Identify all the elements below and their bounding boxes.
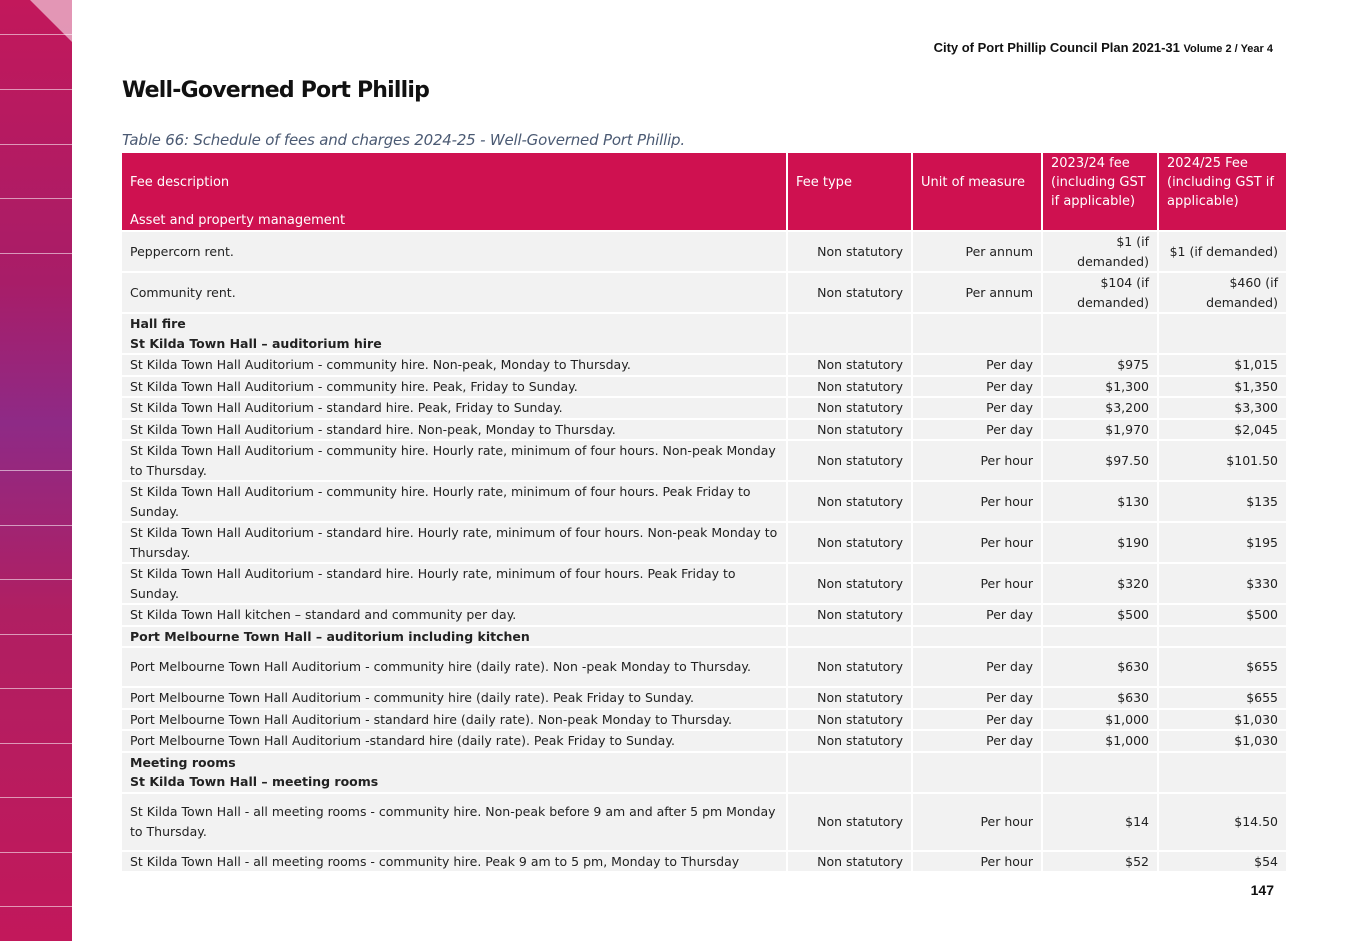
fee-2023-cell: $1,970 <box>1042 419 1158 441</box>
table-row <box>122 440 1286 481</box>
fee-description-cell: Port Melbourne Town Hall Auditorium - community hire (daily rate). Peak Friday to Sunday. <box>122 687 787 709</box>
fee-2023-cell: $320 <box>1042 563 1158 604</box>
fee-description-cell: Port Melbourne Town Hall Auditorium -standard hire (daily rate). Peak Friday to Sunday. <box>122 730 787 752</box>
column-header-unit: Unit of measure <box>912 153 1042 211</box>
unit-of-measure-cell: Per day <box>912 604 1042 626</box>
section-heading-row <box>122 752 1286 793</box>
unit-of-measure-cell: Per hour <box>912 522 1042 563</box>
fee-type-cell: Non statutory <box>787 419 912 441</box>
fee-2023-cell: $52 <box>1042 851 1158 873</box>
column-header-fee-2023: 2023/24 fee (including GST if applicable) <box>1042 153 1158 211</box>
fee-2024-cell: $655 <box>1158 687 1286 709</box>
fee-description-cell: St Kilda Town Hall kitchen – standard and community per day. <box>122 604 787 626</box>
table-row <box>122 687 1286 709</box>
page-title: Well-Governed Port Phillip <box>122 78 430 103</box>
fee-2024-cell: $54 <box>1158 851 1286 873</box>
empty-cell <box>787 752 912 793</box>
group-label: Asset and property management <box>122 211 787 231</box>
fee-type-cell: Non statutory <box>787 397 912 419</box>
document-title: City of Port Phillip Council Plan 2021-31 <box>933 40 1180 55</box>
page-number: 147 <box>1250 882 1274 898</box>
unit-of-measure-cell: Per day <box>912 730 1042 752</box>
fee-2023-cell: $975 <box>1042 354 1158 376</box>
fee-2023-cell: $630 <box>1042 647 1158 687</box>
fee-description-cell: Community rent. <box>122 272 787 313</box>
fee-2023-cell: $14 <box>1042 793 1158 851</box>
table-row <box>122 522 1286 563</box>
fee-2024-cell: $1,030 <box>1158 730 1286 752</box>
table-row <box>122 851 1286 873</box>
empty-cell <box>1042 626 1158 648</box>
section-heading-cell <box>122 626 787 648</box>
section-subheading: Port Melbourne Town Hall – auditorium including kitchen <box>130 628 530 644</box>
unit-of-measure-cell: Per hour <box>912 481 1042 522</box>
group-row <box>122 211 1286 231</box>
unit-of-measure-cell: Per annum <box>912 272 1042 313</box>
fee-description-cell: St Kilda Town Hall Auditorium - community hire. Hourly rate, minimum of four hours. Peak Friday to Sunday. <box>122 481 787 522</box>
table-row <box>122 397 1286 419</box>
fee-description-cell: St Kilda Town Hall Auditorium - standard hire. Hourly rate, minimum of four hours. Non-peak Monday to Thursday. <box>122 522 787 563</box>
fee-2023-cell: $190 <box>1042 522 1158 563</box>
unit-of-measure-cell: Per hour <box>912 793 1042 851</box>
fee-2024-cell: $14.50 <box>1158 793 1286 851</box>
volume-label: Volume 2 / Year 4 <box>1183 43 1273 55</box>
fee-2024-cell: $1,030 <box>1158 709 1286 731</box>
fee-2024-cell: $2,045 <box>1158 419 1286 441</box>
fee-type-cell: Non statutory <box>787 730 912 752</box>
fee-type-cell: Non statutory <box>787 354 912 376</box>
unit-of-measure-cell: Per hour <box>912 563 1042 604</box>
table-row <box>122 647 1286 687</box>
fee-type-cell: Non statutory <box>787 481 912 522</box>
table-header-row <box>122 153 1286 211</box>
fees-table <box>122 153 1286 873</box>
fee-2023-cell: $1,000 <box>1042 730 1158 752</box>
unit-of-measure-cell: Per day <box>912 397 1042 419</box>
fee-2023-cell: $630 <box>1042 687 1158 709</box>
fee-2024-cell: $330 <box>1158 563 1286 604</box>
table-row <box>122 272 1286 313</box>
empty-cell <box>912 313 1042 354</box>
fee-type-cell: Non statutory <box>787 604 912 626</box>
fee-2023-cell: $1,000 <box>1042 709 1158 731</box>
band-divider <box>0 743 72 744</box>
table-row <box>122 419 1286 441</box>
table-caption: Table 66: Schedule of fees and charges 2024-25 - Well-Governed Port Phillip. <box>122 131 685 149</box>
fee-description-cell: St Kilda Town Hall Auditorium - community hire. Peak, Friday to Sunday. <box>122 376 787 398</box>
table-row <box>122 376 1286 398</box>
empty-cell <box>1158 313 1286 354</box>
decorative-side-band <box>0 0 72 941</box>
band-divider <box>0 906 72 907</box>
fee-description-cell: St Kilda Town Hall - all meeting rooms - community hire. Non-peak before 9 am and after 5 pm Monday to Thursday. <box>122 793 787 851</box>
band-divider <box>0 144 72 145</box>
fee-type-cell: Non statutory <box>787 709 912 731</box>
fee-description-cell: St Kilda Town Hall Auditorium - community hire. Hourly rate, minimum of four hours. Non-peak Monday to Thursday. <box>122 440 787 481</box>
band-divider <box>0 34 72 35</box>
band-divider <box>0 634 72 635</box>
fee-2024-cell: $101.50 <box>1158 440 1286 481</box>
table-row <box>122 563 1286 604</box>
table-row <box>122 709 1286 731</box>
fee-description-cell: St Kilda Town Hall - all meeting rooms - community hire. Peak 9 am to 5 pm, Monday to Thursday <box>122 851 787 873</box>
band-divider <box>0 198 72 199</box>
fee-2024-cell: $460 (if demanded) <box>1158 272 1286 313</box>
band-divider <box>0 579 72 580</box>
fee-type-cell: Non statutory <box>787 522 912 563</box>
fee-2024-cell: $3,300 <box>1158 397 1286 419</box>
fee-2024-cell: $655 <box>1158 647 1286 687</box>
fee-type-cell: Non statutory <box>787 647 912 687</box>
band-divider <box>0 688 72 689</box>
fee-2024-cell: $195 <box>1158 522 1286 563</box>
section-subheading: St Kilda Town Hall – meeting rooms <box>130 774 379 789</box>
band-divider <box>0 525 72 526</box>
fee-type-cell: Non statutory <box>787 851 912 873</box>
band-divider <box>0 253 72 254</box>
unit-of-measure-cell: Per day <box>912 419 1042 441</box>
unit-of-measure-cell: Per day <box>912 647 1042 687</box>
column-header-description: Fee description <box>122 153 787 211</box>
fee-2023-cell: $500 <box>1042 604 1158 626</box>
fee-2024-cell: $1,015 <box>1158 354 1286 376</box>
empty-cell <box>1042 752 1158 793</box>
section-subheading: St Kilda Town Hall – auditorium hire <box>130 335 382 351</box>
fee-description-cell: Peppercorn rent. <box>122 231 787 272</box>
section-heading-cell <box>122 752 787 793</box>
table-row <box>122 481 1286 522</box>
unit-of-measure-cell: Per day <box>912 687 1042 709</box>
empty-cell <box>787 626 912 648</box>
table-row <box>122 604 1286 626</box>
fee-2024-cell: $135 <box>1158 481 1286 522</box>
fee-type-cell: Non statutory <box>787 231 912 272</box>
fee-2023-cell: $104 (if demanded) <box>1042 272 1158 313</box>
fee-2023-cell: $3,200 <box>1042 397 1158 419</box>
fee-2023-cell: $97.50 <box>1042 440 1158 481</box>
unit-of-measure-cell: Per day <box>912 376 1042 398</box>
fee-2023-cell: $1 (if demanded) <box>1042 231 1158 272</box>
band-divider <box>0 89 72 90</box>
empty-cell <box>787 313 912 354</box>
fee-2024-cell: $1 (if demanded) <box>1158 231 1286 272</box>
fee-type-cell: Non statutory <box>787 563 912 604</box>
empty-cell <box>912 752 1042 793</box>
fee-type-cell: Non statutory <box>787 376 912 398</box>
document-header <box>934 40 1273 55</box>
fee-type-cell: Non statutory <box>787 687 912 709</box>
unit-of-measure-cell: Per hour <box>912 851 1042 873</box>
unit-of-measure-cell: Per day <box>912 709 1042 731</box>
fee-2023-cell: $1,300 <box>1042 376 1158 398</box>
empty-cell <box>1158 626 1286 648</box>
column-header-fee-2024: 2024/25 Fee (including GST if applicable) <box>1158 153 1286 211</box>
fee-type-cell: Non statutory <box>787 272 912 313</box>
section-heading: Hall fire <box>130 316 186 331</box>
unit-of-measure-cell: Per annum <box>912 231 1042 272</box>
band-divider <box>0 797 72 798</box>
table-row <box>122 793 1286 851</box>
table-row <box>122 354 1286 376</box>
fee-description-cell: St Kilda Town Hall Auditorium - standard hire. Non-peak, Monday to Thursday. <box>122 419 787 441</box>
fee-description-cell: Port Melbourne Town Hall Auditorium - community hire (daily rate). Non -peak Monday to Thursday. <box>122 647 787 687</box>
fee-description-cell: St Kilda Town Hall Auditorium - standard hire. Hourly rate, minimum of four hours. Peak Friday to Sunday. <box>122 563 787 604</box>
section-heading-row <box>122 626 1286 648</box>
fee-2024-cell: $1,350 <box>1158 376 1286 398</box>
fee-type-cell: Non statutory <box>787 440 912 481</box>
fee-description-cell: St Kilda Town Hall Auditorium - standard hire. Peak, Friday to Sunday. <box>122 397 787 419</box>
section-heading-row <box>122 313 1286 354</box>
fee-type-cell: Non statutory <box>787 793 912 851</box>
corner-triangle-decoration <box>30 0 72 42</box>
fee-description-cell: St Kilda Town Hall Auditorium - community hire. Non-peak, Monday to Thursday. <box>122 354 787 376</box>
table-row <box>122 231 1286 272</box>
fee-2024-cell: $500 <box>1158 604 1286 626</box>
column-header-fee-type: Fee type <box>787 153 912 211</box>
section-heading-cell <box>122 313 787 354</box>
unit-of-measure-cell: Per day <box>912 354 1042 376</box>
band-divider <box>0 852 72 853</box>
empty-cell <box>1042 313 1158 354</box>
band-divider <box>0 470 72 471</box>
empty-cell <box>912 626 1042 648</box>
fee-2023-cell: $130 <box>1042 481 1158 522</box>
section-heading: Meeting rooms <box>130 754 236 770</box>
empty-cell <box>1158 752 1286 793</box>
fee-description-cell: Port Melbourne Town Hall Auditorium - standard hire (daily rate). Non-peak Monday to Thursday. <box>122 709 787 731</box>
table-row <box>122 730 1286 752</box>
unit-of-measure-cell: Per hour <box>912 440 1042 481</box>
